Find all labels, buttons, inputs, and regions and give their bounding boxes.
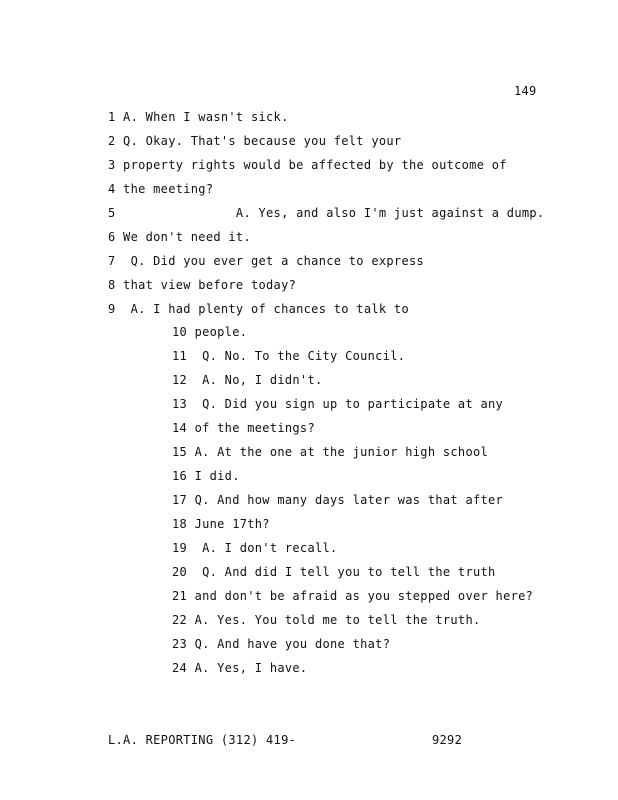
transcript-line-22: 22 A. Yes. You told me to tell the truth. xyxy=(172,613,481,627)
transcript-line-6: 6 We don't need it. xyxy=(108,230,251,244)
transcript-line-20: 20 Q. And did I tell you to tell the truth xyxy=(172,565,496,579)
transcript-line-15: 15 A. At the one at the junior high school xyxy=(172,445,489,459)
reporter-name: L.A. REPORTING (312) 419- xyxy=(108,733,297,747)
transcript-line-5: 5 A. Yes, and also I'm just against a dump. xyxy=(108,206,545,220)
reporter-phone-suffix: 9292 xyxy=(432,733,463,747)
transcript-line-4: 4 the meeting? xyxy=(108,182,214,196)
transcript-line-18: 18 June 17th? xyxy=(172,517,270,531)
transcript-line-21: 21 and don't be afraid as you stepped over here? xyxy=(172,589,534,603)
transcript-line-14: 14 of the meetings? xyxy=(172,421,315,435)
transcript-line-11: 11 Q. No. To the City Council. xyxy=(172,349,406,363)
transcript-line-13: 13 Q. Did you sign up to participate at any xyxy=(172,397,504,411)
transcript-line-24: 24 A. Yes, I have. xyxy=(172,661,308,675)
transcript-line-1: 1 A. When I wasn't sick. xyxy=(108,110,289,124)
transcript-line-10: 10 people. xyxy=(172,325,248,339)
transcript-line-19: 19 A. I don't recall. xyxy=(172,541,338,555)
transcript-line-2: 2 Q. Okay. That's because you felt your xyxy=(108,134,402,148)
transcript-line-8: 8 that view before today? xyxy=(108,278,297,292)
transcript-line-17: 17 Q. And how many days later was that after xyxy=(172,493,504,507)
transcript-line-12: 12 A. No, I didn't. xyxy=(172,373,323,387)
transcript-line-23: 23 Q. And have you done that? xyxy=(172,637,391,651)
transcript-line-7: 7 Q. Did you ever get a chance to express xyxy=(108,254,425,268)
page-footer xyxy=(108,733,468,789)
transcript-line-16: 16 I did. xyxy=(172,469,240,483)
transcript-line-9: 9 A. I had plenty of chances to talk to xyxy=(108,302,409,316)
page-number: 149 xyxy=(514,84,537,98)
transcript-line-3: 3 property rights would be affected by the outcome of xyxy=(108,158,507,172)
